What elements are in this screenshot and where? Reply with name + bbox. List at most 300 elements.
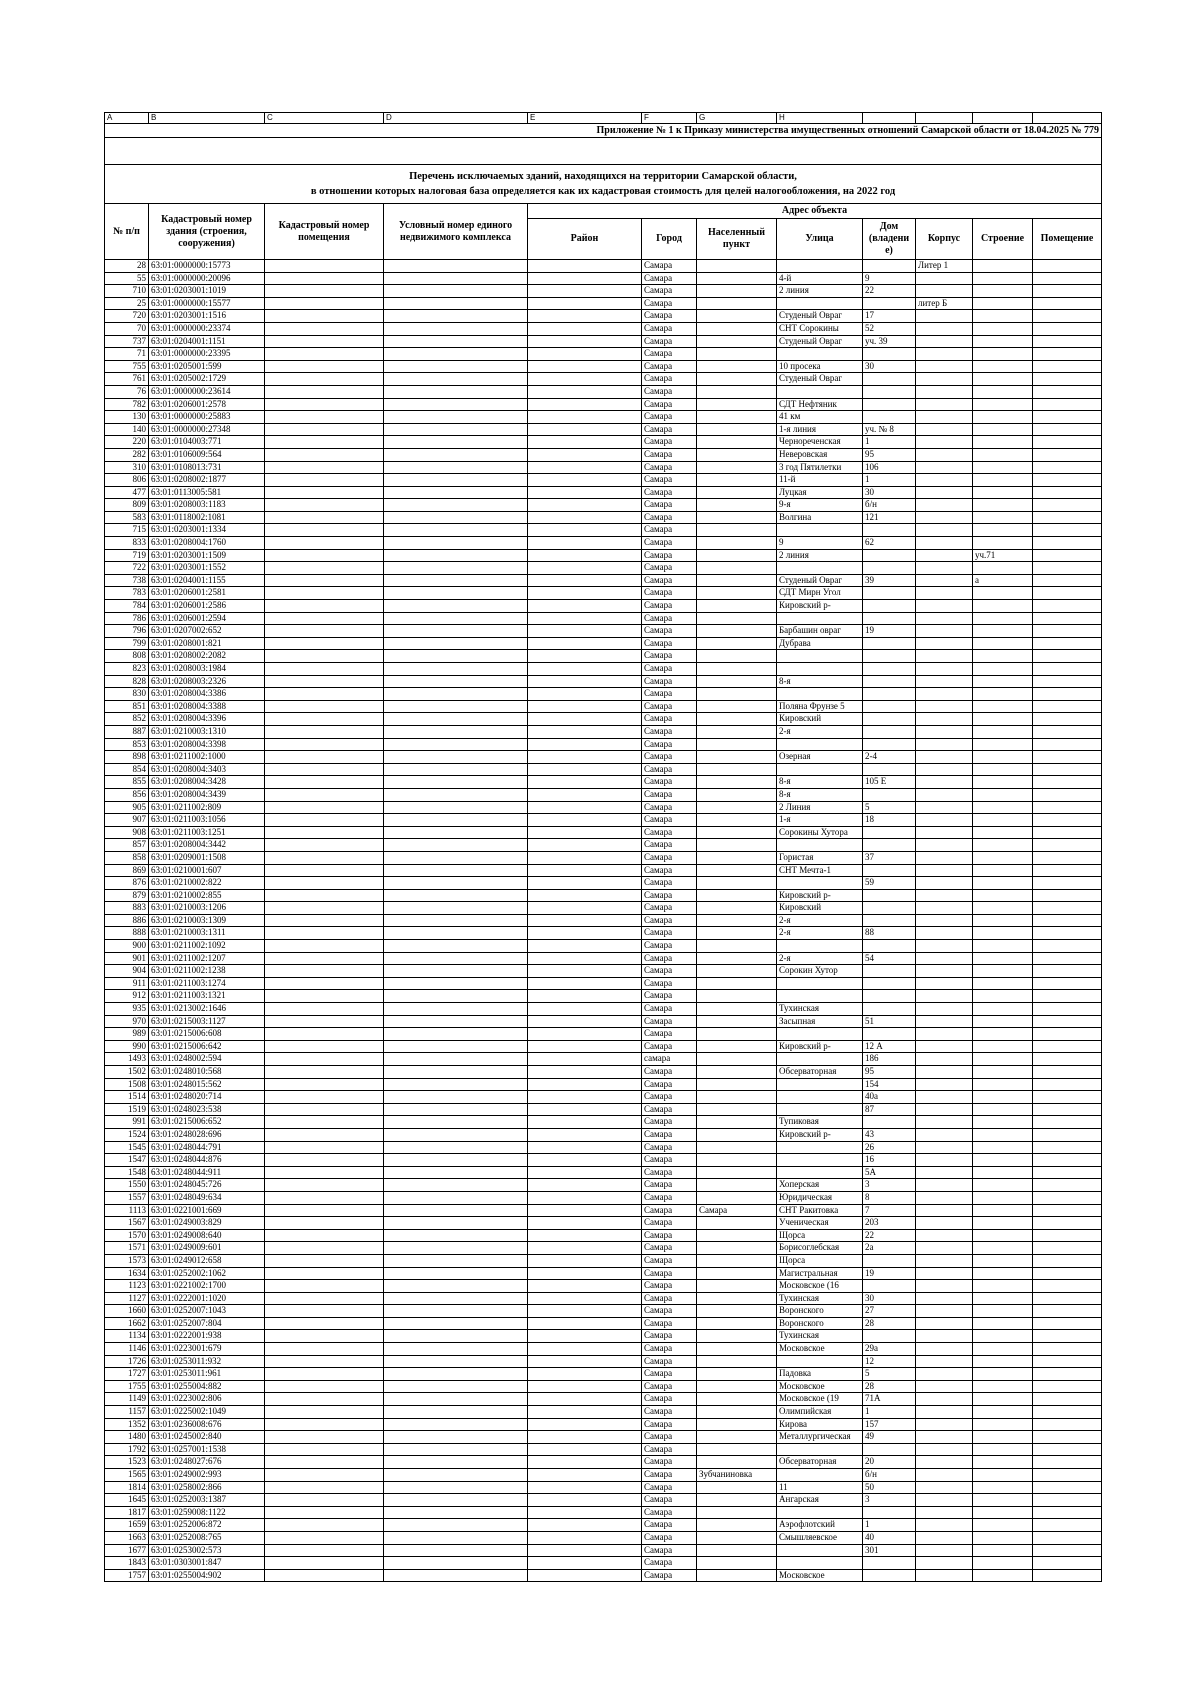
cell-complex (384, 499, 528, 512)
col-letter-h: H (777, 113, 863, 124)
cell-stroenie (973, 398, 1033, 411)
cell-city: Самара (642, 272, 697, 285)
cell-stroenie (973, 725, 1033, 738)
cell-city: Самара (642, 1078, 697, 1091)
cell-korpus (916, 335, 973, 348)
cell-city: Самара (642, 612, 697, 625)
cell-district (528, 1317, 642, 1330)
cell-cad-room (265, 360, 384, 373)
cell-room (1033, 1506, 1102, 1519)
cell-city: Самара (642, 1355, 697, 1368)
col-letter-k (973, 113, 1033, 124)
cell-complex (384, 587, 528, 600)
document-title (105, 165, 1102, 204)
table-row (105, 902, 1102, 915)
cell-settlement (697, 826, 777, 839)
cell-district (528, 360, 642, 373)
cell-cad-building: 63:01:0248010:568 (149, 1066, 265, 1079)
cell-num: 901 (105, 952, 149, 965)
cell-settlement (697, 1091, 777, 1104)
cell-city: Самара (642, 625, 697, 638)
cell-settlement (697, 612, 777, 625)
cell-room (1033, 751, 1102, 764)
cell-house (863, 1569, 916, 1582)
cell-settlement (697, 625, 777, 638)
cell-cad-room (265, 927, 384, 940)
cell-stroenie (973, 448, 1033, 461)
cell-cad-room (265, 1141, 384, 1154)
header-street: Улица (777, 219, 863, 260)
cell-settlement (697, 322, 777, 335)
cell-cad-room (265, 965, 384, 978)
cell-street (777, 1078, 863, 1091)
cell-num: 1550 (105, 1179, 149, 1192)
cell-stroenie (973, 1317, 1033, 1330)
cell-num: 808 (105, 650, 149, 663)
cell-city: Самара (642, 940, 697, 953)
cell-district (528, 411, 642, 424)
cell-cad-building: 63:01:0213002:1646 (149, 1003, 265, 1016)
cell-cad-building: 63:01:0211003:1321 (149, 990, 265, 1003)
cell-street: Дубрава (777, 637, 863, 650)
cell-korpus (916, 423, 973, 436)
cell-korpus (916, 1254, 973, 1267)
table-row (105, 1330, 1102, 1343)
cell-cad-building: 63:01:0118002:1081 (149, 511, 265, 524)
cell-district (528, 889, 642, 902)
cell-cad-room (265, 1217, 384, 1230)
cell-city: Самара (642, 1254, 697, 1267)
cell-settlement (697, 260, 777, 273)
cell-settlement (697, 423, 777, 436)
table-row (105, 1569, 1102, 1582)
cell-street: 9 (777, 537, 863, 550)
cell-district (528, 1066, 642, 1079)
cell-stroenie (973, 1028, 1033, 1041)
cell-city: Самара (642, 562, 697, 575)
cell-complex (384, 851, 528, 864)
cell-city: Самара (642, 814, 697, 827)
cell-district (528, 1506, 642, 1519)
cell-city: Самара (642, 637, 697, 650)
cell-stroenie (973, 373, 1033, 386)
cell-room (1033, 1242, 1102, 1255)
cell-room (1033, 1141, 1102, 1154)
cell-stroenie (973, 1280, 1033, 1293)
cell-settlement (697, 1003, 777, 1016)
cell-settlement (697, 927, 777, 940)
cell-stroenie (973, 1355, 1033, 1368)
cell-district (528, 1154, 642, 1167)
cell-room (1033, 889, 1102, 902)
cell-street (777, 562, 863, 575)
cell-room (1033, 1292, 1102, 1305)
cell-complex (384, 1040, 528, 1053)
cell-cad-room (265, 1053, 384, 1066)
cell-complex (384, 448, 528, 461)
cell-stroenie (973, 738, 1033, 751)
table-row (105, 448, 1102, 461)
cell-district (528, 1456, 642, 1469)
cell-settlement (697, 1343, 777, 1356)
table-row (105, 1015, 1102, 1028)
cell-num: 1570 (105, 1229, 149, 1242)
cell-district (528, 1003, 642, 1016)
cell-room (1033, 914, 1102, 927)
cell-cad-building: 63:01:0208004:3442 (149, 839, 265, 852)
cell-room (1033, 260, 1102, 273)
table-row (105, 1544, 1102, 1557)
cell-korpus (916, 1141, 973, 1154)
cell-room (1033, 574, 1102, 587)
cell-district (528, 335, 642, 348)
cell-cad-room (265, 310, 384, 323)
cell-house (863, 562, 916, 575)
cell-korpus: Литер 1 (916, 260, 973, 273)
cell-stroenie (973, 1229, 1033, 1242)
cell-house: 2а (863, 1242, 916, 1255)
cell-stroenie (973, 524, 1033, 537)
cell-korpus (916, 1380, 973, 1393)
cell-house: 154 (863, 1078, 916, 1091)
table-row (105, 952, 1102, 965)
table-row (105, 1343, 1102, 1356)
cell-street: Сорокины Хутора (777, 826, 863, 839)
cell-korpus (916, 322, 973, 335)
appendix-line: Приложение № 1 к Приказу министерства имущественных отношений Самарской области от 18.04.2025 № 779 (105, 124, 1102, 138)
cell-cad-room (265, 1128, 384, 1141)
cell-korpus (916, 587, 973, 600)
cell-city: Самара (642, 1015, 697, 1028)
cell-city: Самара (642, 1066, 697, 1079)
cell-korpus (916, 1053, 973, 1066)
cell-complex (384, 348, 528, 361)
cell-cad-room (265, 763, 384, 776)
cell-cad-building: 63:01:0203001:1019 (149, 285, 265, 298)
cell-street: Сорокин Хутор (777, 965, 863, 978)
cell-city: Самара (642, 1204, 697, 1217)
cell-complex (384, 1191, 528, 1204)
cell-cad-room (265, 322, 384, 335)
table-row (105, 1116, 1102, 1129)
cell-district (528, 1494, 642, 1507)
table-row (105, 1380, 1102, 1393)
cell-num: 722 (105, 562, 149, 575)
cell-room (1033, 297, 1102, 310)
cell-cad-building: 63:01:0211002:1238 (149, 965, 265, 978)
cell-cad-building: 63:01:0208004:3396 (149, 713, 265, 726)
cell-settlement (697, 725, 777, 738)
cell-cad-room (265, 637, 384, 650)
table-row (105, 360, 1102, 373)
title-line-1: Перечень исключаемых зданий, находящихся на территории Самарской области, (409, 171, 797, 182)
cell-street: 2 линия (777, 285, 863, 298)
cell-num: 1843 (105, 1557, 149, 1570)
cell-room (1033, 990, 1102, 1003)
cell-cad-building: 63:01:0303001:847 (149, 1557, 265, 1570)
cell-settlement (697, 1481, 777, 1494)
cell-house: 39 (863, 574, 916, 587)
cell-complex (384, 1292, 528, 1305)
cell-city: Самара (642, 889, 697, 902)
cell-cad-building: 63:01:0211003:1056 (149, 814, 265, 827)
cell-district (528, 1355, 642, 1368)
cell-cad-building: 63:01:0000000:15577 (149, 297, 265, 310)
cell-stroenie (973, 977, 1033, 990)
cell-num: 220 (105, 436, 149, 449)
cell-room (1033, 713, 1102, 726)
cell-korpus (916, 272, 973, 285)
table-row (105, 574, 1102, 587)
table-row (105, 260, 1102, 273)
cell-street (777, 763, 863, 776)
table-row (105, 461, 1102, 474)
cell-stroenie (973, 423, 1033, 436)
cell-settlement (697, 1443, 777, 1456)
cell-house: 40 (863, 1531, 916, 1544)
cell-house: 51 (863, 1015, 916, 1028)
cell-room (1033, 448, 1102, 461)
cell-city: Самара (642, 826, 697, 839)
cell-district (528, 1191, 642, 1204)
cell-cad-room (265, 952, 384, 965)
cell-city: Самара (642, 738, 697, 751)
cell-num: 282 (105, 448, 149, 461)
cell-street: Московское (777, 1380, 863, 1393)
cell-street (777, 348, 863, 361)
cell-room (1033, 499, 1102, 512)
cell-complex (384, 1305, 528, 1318)
cell-city: Самара (642, 1368, 697, 1381)
cell-street: СНТ Ракитовка (777, 1204, 863, 1217)
cell-complex (384, 1217, 528, 1230)
cell-cad-building: 63:01:0206001:2581 (149, 587, 265, 600)
cell-house: 121 (863, 511, 916, 524)
cell-settlement (697, 373, 777, 386)
cell-street: Засыпная (777, 1015, 863, 1028)
col-letter-l (1033, 113, 1102, 124)
cell-num: 1565 (105, 1469, 149, 1482)
cell-settlement (697, 1406, 777, 1419)
cell-street: 11-й (777, 474, 863, 487)
cell-settlement (697, 1028, 777, 1041)
cell-city: Самара (642, 801, 697, 814)
table-row (105, 1443, 1102, 1456)
cell-room (1033, 1494, 1102, 1507)
table-row (105, 637, 1102, 650)
cell-city: Самара (642, 1418, 697, 1431)
cell-house: 9 (863, 272, 916, 285)
cell-city: Самара (642, 335, 697, 348)
cell-settlement (697, 537, 777, 550)
cell-room (1033, 1519, 1102, 1532)
cell-room (1033, 1393, 1102, 1406)
cell-house (863, 977, 916, 990)
cell-korpus (916, 612, 973, 625)
cell-cad-building: 63:01:0208003:1984 (149, 663, 265, 676)
cell-room (1033, 511, 1102, 524)
header-district: Район (528, 219, 642, 260)
table-row (105, 1179, 1102, 1192)
cell-room (1033, 398, 1102, 411)
cell-cad-building: 63:01:0208002:2082 (149, 650, 265, 663)
cell-num: 76 (105, 385, 149, 398)
cell-korpus (916, 1204, 973, 1217)
cell-complex (384, 713, 528, 726)
cell-street: 2-я (777, 927, 863, 940)
table-row (105, 713, 1102, 726)
cell-house (863, 1443, 916, 1456)
cell-city: Самара (642, 1242, 697, 1255)
cell-room (1033, 1456, 1102, 1469)
cell-korpus (916, 1569, 973, 1582)
cell-settlement (697, 1431, 777, 1444)
cell-num: 1352 (105, 1418, 149, 1431)
cell-complex (384, 1116, 528, 1129)
cell-city: самара (642, 1053, 697, 1066)
cell-complex (384, 1406, 528, 1419)
cell-city: Самара (642, 965, 697, 978)
cell-num: 1524 (105, 1128, 149, 1141)
cell-street: 8-я (777, 788, 863, 801)
cell-korpus (916, 927, 973, 940)
cell-cad-building: 63:01:0248044:791 (149, 1141, 265, 1154)
cell-cad-room (265, 1443, 384, 1456)
cell-district (528, 952, 642, 965)
cell-city: Самара (642, 1103, 697, 1116)
header-stroenie: Строение (973, 219, 1033, 260)
cell-house (863, 524, 916, 537)
cell-room (1033, 474, 1102, 487)
cell-cad-building: 63:01:0210003:1206 (149, 902, 265, 915)
cell-house: 40а (863, 1091, 916, 1104)
cell-num: 140 (105, 423, 149, 436)
cell-cad-building: 63:01:0255004:882 (149, 1380, 265, 1393)
table-row (105, 1166, 1102, 1179)
cell-room (1033, 461, 1102, 474)
cell-settlement (697, 436, 777, 449)
cell-house: 301 (863, 1544, 916, 1557)
cell-district (528, 260, 642, 273)
cell-cad-building: 63:01:0248028:696 (149, 1128, 265, 1141)
cell-district (528, 1418, 642, 1431)
cell-stroenie (973, 1204, 1033, 1217)
cell-stroenie (973, 411, 1033, 424)
cell-korpus (916, 461, 973, 474)
cell-cad-building: 63:01:0223001:679 (149, 1343, 265, 1356)
cell-cad-room (265, 562, 384, 575)
cell-street (777, 663, 863, 676)
cell-city: Самара (642, 1330, 697, 1343)
cell-cad-room (265, 1166, 384, 1179)
cell-house: уч. 39 (863, 335, 916, 348)
cell-complex (384, 650, 528, 663)
cell-settlement (697, 348, 777, 361)
cell-cad-building: 63:01:0000000:23614 (149, 385, 265, 398)
cell-num: 710 (105, 285, 149, 298)
cell-district (528, 1267, 642, 1280)
cell-settlement (697, 1128, 777, 1141)
header-cad-building: Кадастровый номер здания (строения, сооружения) (149, 204, 265, 260)
col-letter-b: B (149, 113, 265, 124)
cell-room (1033, 1003, 1102, 1016)
cell-complex (384, 776, 528, 789)
cell-num: 883 (105, 902, 149, 915)
cell-street: Неверовская (777, 448, 863, 461)
cell-stroenie (973, 952, 1033, 965)
header-city: Город (642, 219, 697, 260)
cell-korpus (916, 700, 973, 713)
cell-stroenie (973, 763, 1033, 776)
cell-num: 855 (105, 776, 149, 789)
cell-stroenie (973, 1128, 1033, 1141)
cell-district (528, 977, 642, 990)
cell-complex (384, 1078, 528, 1091)
cell-korpus (916, 562, 973, 575)
cell-cad-room (265, 751, 384, 764)
cell-house (863, 549, 916, 562)
cell-city: Самара (642, 1166, 697, 1179)
cell-korpus (916, 738, 973, 751)
cell-house: 26 (863, 1141, 916, 1154)
cell-korpus (916, 1368, 973, 1381)
cell-cad-room (265, 486, 384, 499)
cell-district (528, 725, 642, 738)
cell-complex (384, 562, 528, 575)
cell-city: Самара (642, 524, 697, 537)
cell-house (863, 1506, 916, 1519)
cell-district (528, 1179, 642, 1192)
cell-stroenie (973, 713, 1033, 726)
cell-district (528, 1204, 642, 1217)
table-row (105, 814, 1102, 827)
cell-num: 1548 (105, 1166, 149, 1179)
cell-house (863, 990, 916, 1003)
cell-num: 991 (105, 1116, 149, 1129)
cell-stroenie (973, 902, 1033, 915)
cell-num: 1726 (105, 1355, 149, 1368)
cell-cad-building: 63:01:0215003:1127 (149, 1015, 265, 1028)
cell-settlement (697, 637, 777, 650)
table-row (105, 411, 1102, 424)
table-row (105, 272, 1102, 285)
table-row (105, 348, 1102, 361)
cell-settlement (697, 990, 777, 1003)
cell-house (863, 725, 916, 738)
cell-city: Самара (642, 1544, 697, 1557)
cell-cad-room (265, 1531, 384, 1544)
cell-complex (384, 297, 528, 310)
cell-num: 799 (105, 637, 149, 650)
cell-district (528, 461, 642, 474)
cell-korpus (916, 1242, 973, 1255)
cell-city: Самара (642, 1217, 697, 1230)
cell-district (528, 600, 642, 613)
cell-complex (384, 965, 528, 978)
cell-complex (384, 1317, 528, 1330)
cell-korpus (916, 1066, 973, 1079)
cell-korpus (916, 952, 973, 965)
cell-city: Самара (642, 1317, 697, 1330)
cell-complex (384, 474, 528, 487)
cell-settlement (697, 1015, 777, 1028)
cell-num: 853 (105, 738, 149, 751)
cell-complex (384, 1242, 528, 1255)
cell-complex (384, 398, 528, 411)
table-row (105, 1078, 1102, 1091)
cell-stroenie (973, 788, 1033, 801)
cell-settlement (697, 587, 777, 600)
